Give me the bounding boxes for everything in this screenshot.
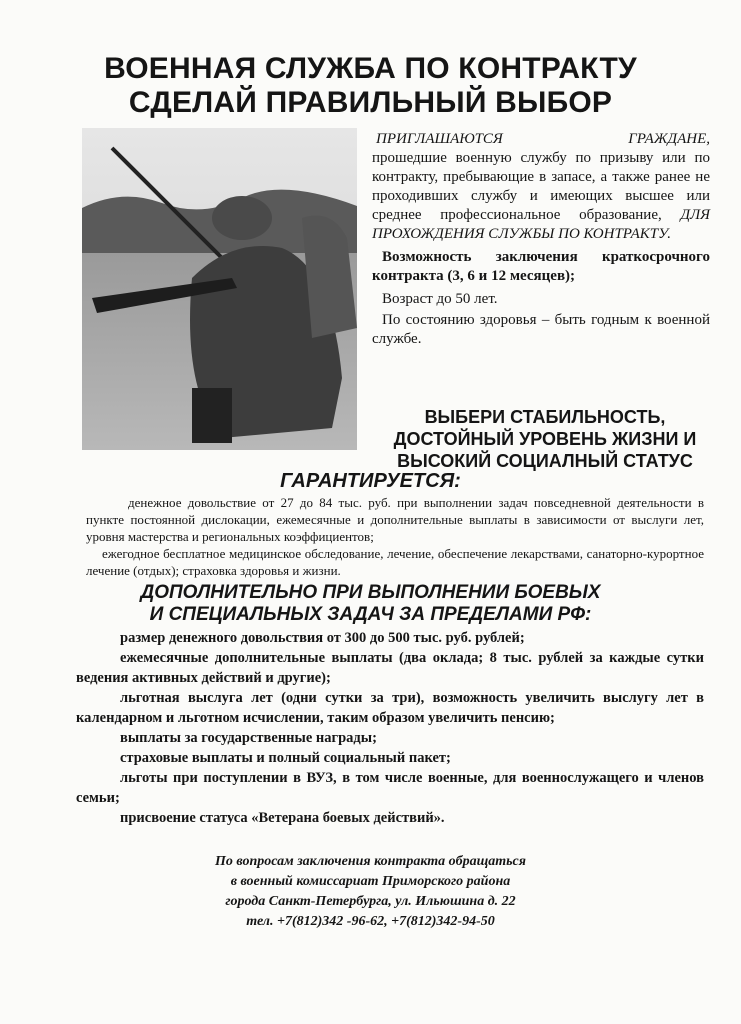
invite-text: ПРИГЛАШАЮТСЯ ГРАЖДАНЕ, bbox=[376, 131, 710, 147]
guaranteed-item: ежегодное бесплатное медицинское обследование, лечение, обеспечение лекарствами, санаторно-курортное лечение (отдых); страховка здоровья и жизни. bbox=[86, 546, 704, 578]
guaranteed-item: денежное довольствие от 27 до 84 тыс. руб. при выполнении задач повседневной деятельности в пункте постоянной дислокации, ежемесячные и дополнительные выплаты в зависимости от выслуги лет, уровня мастерства и региональных коэффициентов; bbox=[86, 495, 704, 544]
guaranteed-heading: ГАРАНТИРУЕТСЯ: bbox=[280, 470, 461, 492]
additional-heading-1: ДОПОЛНИТЕЛЬНО ПРИ ВЫПОЛНЕНИИ БОЕВЫХ bbox=[140, 582, 601, 603]
soldier-photo bbox=[82, 128, 357, 450]
contact-info bbox=[0, 852, 741, 932]
slogan-line: ВЫБЕРИ СТАБИЛЬНОСТЬ, bbox=[424, 407, 666, 427]
guaranteed-list bbox=[86, 494, 704, 579]
title-line-2: СДЕЛАЙ ПРАВИЛЬНЫЙ ВЫБОР bbox=[128, 86, 613, 119]
additional-heading-2: И СПЕЦИАЛЬНЫХ ЗАДАЧ ЗА ПРЕДЕЛАМИ РФ: bbox=[149, 604, 592, 625]
additional-item: льготная выслуга лет (одни сутки за три), возможность увеличить выслугу лет в календарном и льготном исчислении, таким образом увеличить пенсию; bbox=[76, 690, 704, 726]
condition-age: Возраст до 50 лет. bbox=[382, 291, 498, 307]
slogan bbox=[360, 406, 730, 472]
contact-line: По вопросам заключения контракта обращаться bbox=[215, 854, 526, 869]
additional-item: выплаты за государственные награды; bbox=[120, 730, 377, 746]
contact-line: в военный комиссариат Приморского района bbox=[230, 874, 511, 889]
intro-purpose: ДЛЯ ПРОХОЖДЕНИЯ СЛУЖБЫ ПО КОНТРАКТУ. bbox=[372, 207, 711, 242]
condition-health: По состоянию здоровья – быть годным к военной службе. bbox=[372, 312, 710, 347]
additional-item: льготы при поступлении в ВУЗ, в том числе военные, для военнослужащего и членов семьи; bbox=[76, 770, 704, 806]
additional-item: страховые выплаты и полный социальный пакет; bbox=[120, 750, 451, 766]
slogan-line: ДОСТОЙНЫЙ УРОВЕНЬ ЖИЗНИ И bbox=[393, 429, 697, 449]
contact-line: города Санкт-Петербурга, ул. Ильюшина д. 22 bbox=[225, 894, 516, 909]
condition-contract: Возможность заключения краткосрочного контракта (3, 6 и 12 месяцев); bbox=[372, 249, 710, 284]
intro-text bbox=[372, 130, 710, 349]
title-line-1: ВОЕННАЯ СЛУЖБА ПО КОНТРАКТУ bbox=[104, 52, 637, 85]
additional-item: размер денежного довольствия от 300 до 500 тыс. руб. рублей; bbox=[120, 630, 525, 646]
additional-item: присвоение статуса «Ветерана боевых действий». bbox=[120, 810, 445, 826]
contact-phone: тел. +7(812)342 -96-62, +7(812)342-94-50 bbox=[246, 914, 495, 929]
additional-item: ежемесячные дополнительные выплаты (два оклада; 8 тыс. рублей за каждые сутки ведения активных действий и другие); bbox=[76, 650, 704, 686]
additional-list bbox=[76, 628, 704, 828]
intro-body: прошедшие военную службу по призыву или по контракту, пребывающие в запасе, а также ранее не проходивших службу и имеющих высшее или среднее профессиональное образование, bbox=[372, 150, 710, 223]
slogan-line: ВЫСОКИЙ СОЦИАЛНЫЙ СТАТУС bbox=[397, 451, 693, 471]
